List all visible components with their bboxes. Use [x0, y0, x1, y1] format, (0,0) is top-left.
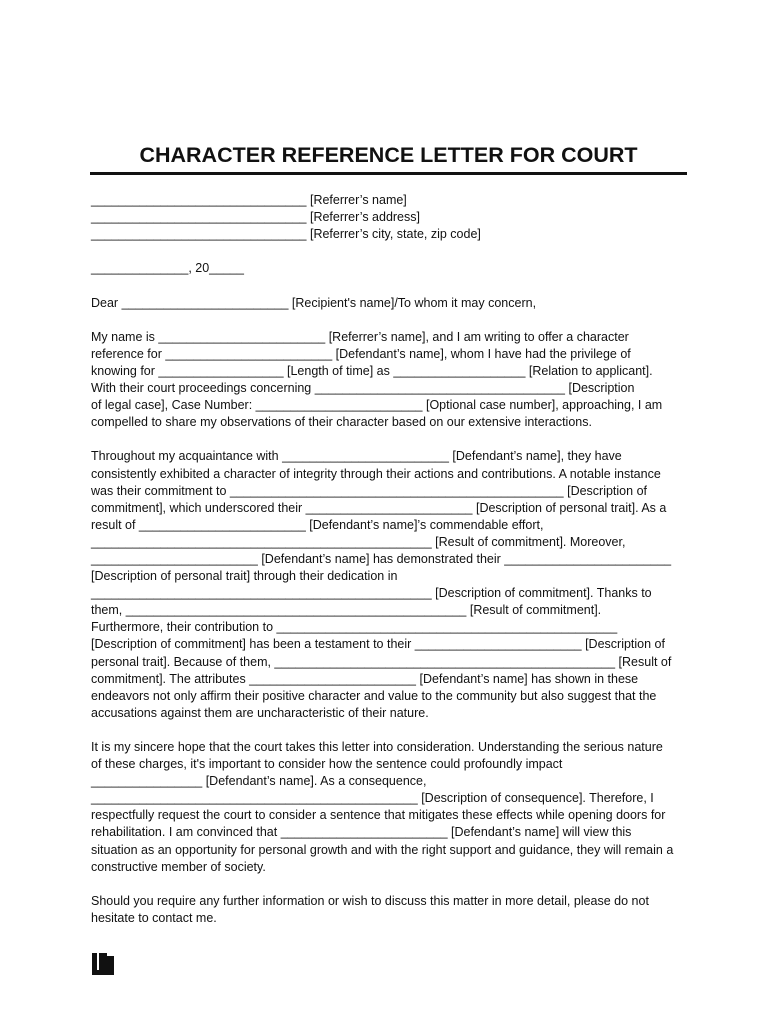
letter-line: was their commitment to ________________________________________________ [Description of [91, 483, 647, 498]
letter-line: hesitate to contact me. [91, 910, 217, 925]
letter-line: [Description of personal trait] through their dedication in [91, 569, 398, 584]
paragraph-gap [91, 722, 691, 739]
legal-document-logo-icon [92, 953, 114, 975]
letter-line: _______________________________ [Referrer’s address] [91, 210, 420, 225]
letter-line: Dear ________________________ [Recipient's name]/To whom it may concern, [91, 295, 537, 310]
title-underline [90, 172, 687, 175]
letter-line: commitment]. The attributes ________________________ [Defendant’s name] has shown in these [91, 671, 639, 686]
letter-line: ________________ [Defendant’s name]. As a consequence, [91, 774, 427, 789]
letter-line: _______________________________ [Referrer’s city, state, zip code] [91, 227, 481, 242]
paragraph-gap [91, 312, 691, 329]
letter-line: commitment], which underscored their ________________________ [Description of personal trait]. As a [91, 500, 667, 515]
letter-line: ________________________ [Defendant’s name] has demonstrated their ________________________ [91, 551, 672, 566]
letter-line: accusations against them are uncharacteristic of their nature. [91, 705, 429, 720]
letter-line: endeavors not only affirm their positive character and value to the community but also suggest that the [91, 688, 657, 703]
letter-line: _______________________________________________ [Description of consequence]. Therefore, I [91, 791, 654, 806]
letter-line: Throughout my acquaintance with ________________________ [Defendant’s name], they have [91, 449, 622, 464]
letter-line: Furthermore, their contribution to _________________________________________________ [91, 620, 618, 635]
letter-line: My name is ________________________ [Referrer’s name], and I am writing to offer a character [91, 329, 629, 344]
letter-body [91, 192, 691, 927]
paragraph-gap [91, 243, 691, 260]
letter-line: consistently exhibited a character of integrity through their actions and contributions. A notable instance [91, 466, 661, 481]
document-title: CHARACTER REFERENCE LETTER FOR COURT [139, 143, 638, 167]
paragraph-gap [91, 277, 691, 294]
letter-line: rehabilitation. I am convinced that ________________________ [Defendant’s name] will view this [91, 825, 632, 840]
letter-line: _________________________________________________ [Description of commitment]. Thanks to [91, 586, 652, 601]
letter-line: constructive member of society. [91, 859, 266, 874]
letter-line: them, _________________________________________________ [Result of commitment]. [91, 603, 602, 618]
letter-line: It is my sincere hope that the court takes this letter into consideration. Understanding the serious nature [91, 740, 663, 754]
letter-line: compelled to share my observations of their character based on our extensive interactions. [91, 415, 592, 430]
letter-line: of these charges, it's important to consider how the sentence could profoundly impact [91, 757, 563, 772]
letter-line: personal trait]. Because of them, _________________________________________________ [Result of [91, 654, 672, 669]
letter-line: respectfully request the court to consider a sentence that mitigates these effects while opening doors for [91, 808, 666, 823]
paragraph-gap [91, 431, 691, 448]
letter-line: knowing for __________________ [Length of time] as ___________________ [Relation to applicant]. [91, 363, 653, 378]
letter-line: reference for ________________________ [Defendant’s name], whom I have had the privilege of [91, 346, 631, 361]
letter-line: situation as an opportunity for personal growth and with the right support and guidance, they will remain a [91, 842, 674, 857]
letter-line: result of ________________________ [Defendant’s name]’s commendable effort, [91, 517, 544, 532]
paragraph-gap [91, 876, 691, 893]
letter-line: of legal case], Case Number: ________________________ [Optional case number], approaching, I am [91, 398, 663, 413]
letter-line: With their court proceedings concerning ____________________________________ [Description [91, 381, 635, 396]
letter-line: Should you require any further information or wish to discuss this matter in more detail, please do not [91, 893, 649, 908]
letter-line: [Description of commitment] has been a testament to their ________________________ [Description of [91, 637, 665, 652]
letter-line: _______________________________ [Referrer’s name] [91, 193, 407, 207]
letter-line: _________________________________________________ [Result of commitment]. Moreover, [91, 534, 626, 549]
letter-line: ______________, 20_____ [91, 261, 244, 276]
